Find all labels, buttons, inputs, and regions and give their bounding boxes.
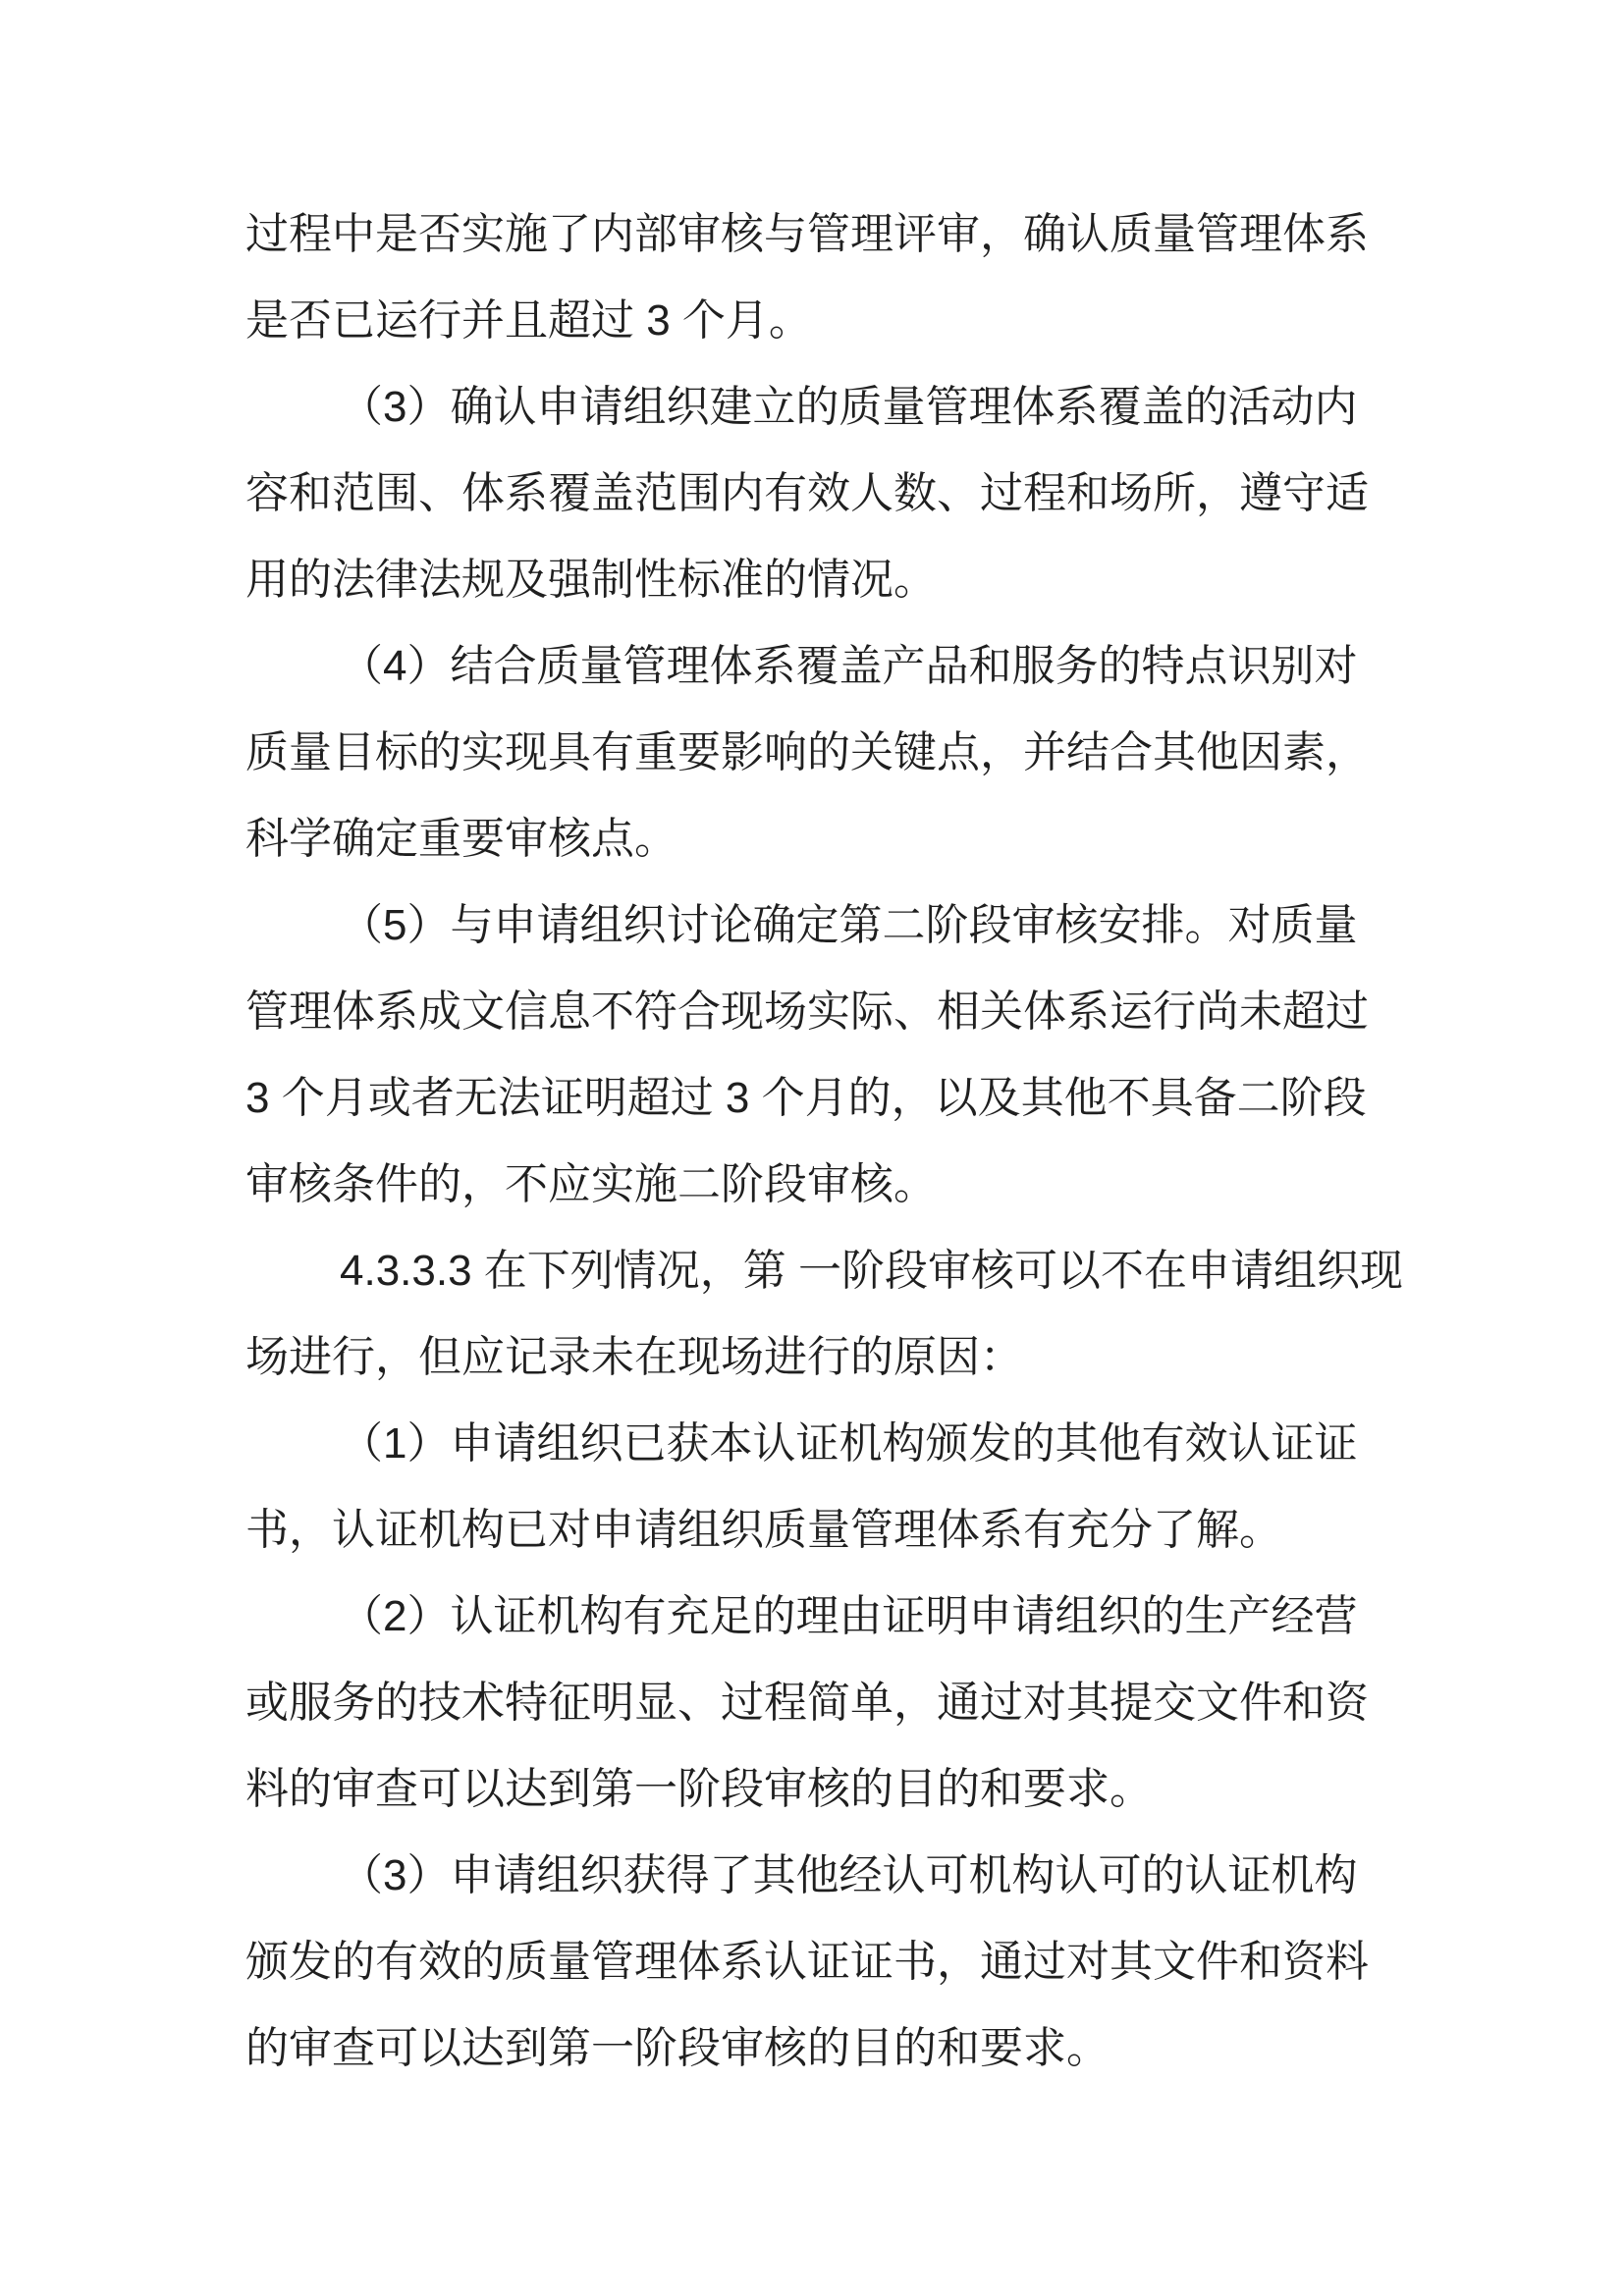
text-line: （5）与申请组织讨论确定第二阶段审核安排。对质量	[340, 901, 1358, 949]
text-line: 场进行，但应记录未在现场进行的原因：	[245, 1333, 1023, 1381]
text-line: （3）申请组织获得了其他经认可机构认可的认证机构	[340, 1851, 1358, 1899]
text-line: （1）申请组织已获本认证机构颁发的其他有效认证证	[340, 1419, 1358, 1468]
text-line: 料的审查可以达到第一阶段审核的目的和要求。	[245, 1765, 1153, 1813]
text-line: 书，认证机构已对申请组织质量管理体系有充分了解。	[245, 1506, 1282, 1554]
text-line: 质量目标的实现具有重要影响的关键点，并结合其他因素，	[245, 728, 1369, 776]
text-line: 过程中是否实施了内部审核与管理评审，确认质量管理体系	[245, 210, 1369, 258]
text-line: 的审查可以达到第一阶段审核的目的和要求。	[245, 2024, 1110, 2072]
text-line: 颁发的有效的质量管理体系认证证书，通过对其文件和资料	[245, 1938, 1369, 1986]
text-line: 用的法律法规及强制性标准的情况。	[245, 556, 937, 604]
document-text-block	[245, 191, 1463, 2092]
text-line: 容和范围、体系覆盖范围内有效人数、过程和场所，遵守适	[245, 469, 1369, 517]
text-line: 是否已运行并且超过 3 个月。	[245, 296, 812, 345]
text-line: （4）结合质量管理体系覆盖产品和服务的特点识别对	[340, 642, 1358, 690]
text-line: （2）认证机构有充足的理由证明申请组织的生产经营	[340, 1592, 1358, 1640]
text-line: 管理体系成文信息不符合现场实际、相关体系运行尚未超过	[245, 988, 1369, 1036]
text-line: 审核条件的，不应实施二阶段审核。	[245, 1160, 937, 1208]
text-line: 3 个月或者无法证明超过 3 个月的，以及其他不具备二阶段	[245, 1074, 1367, 1122]
text-line: 4.3.3.3 在下列情况，第 一阶段审核可以不在申请组织现	[340, 1247, 1404, 1295]
text-line: 科学确定重要审核点。	[245, 815, 677, 863]
text-line: （3）确认申请组织建立的质量管理体系覆盖的活动内	[340, 383, 1358, 431]
text-line: 或服务的技术特征明显、过程简单，通过对其提交文件和资	[245, 1679, 1369, 1727]
